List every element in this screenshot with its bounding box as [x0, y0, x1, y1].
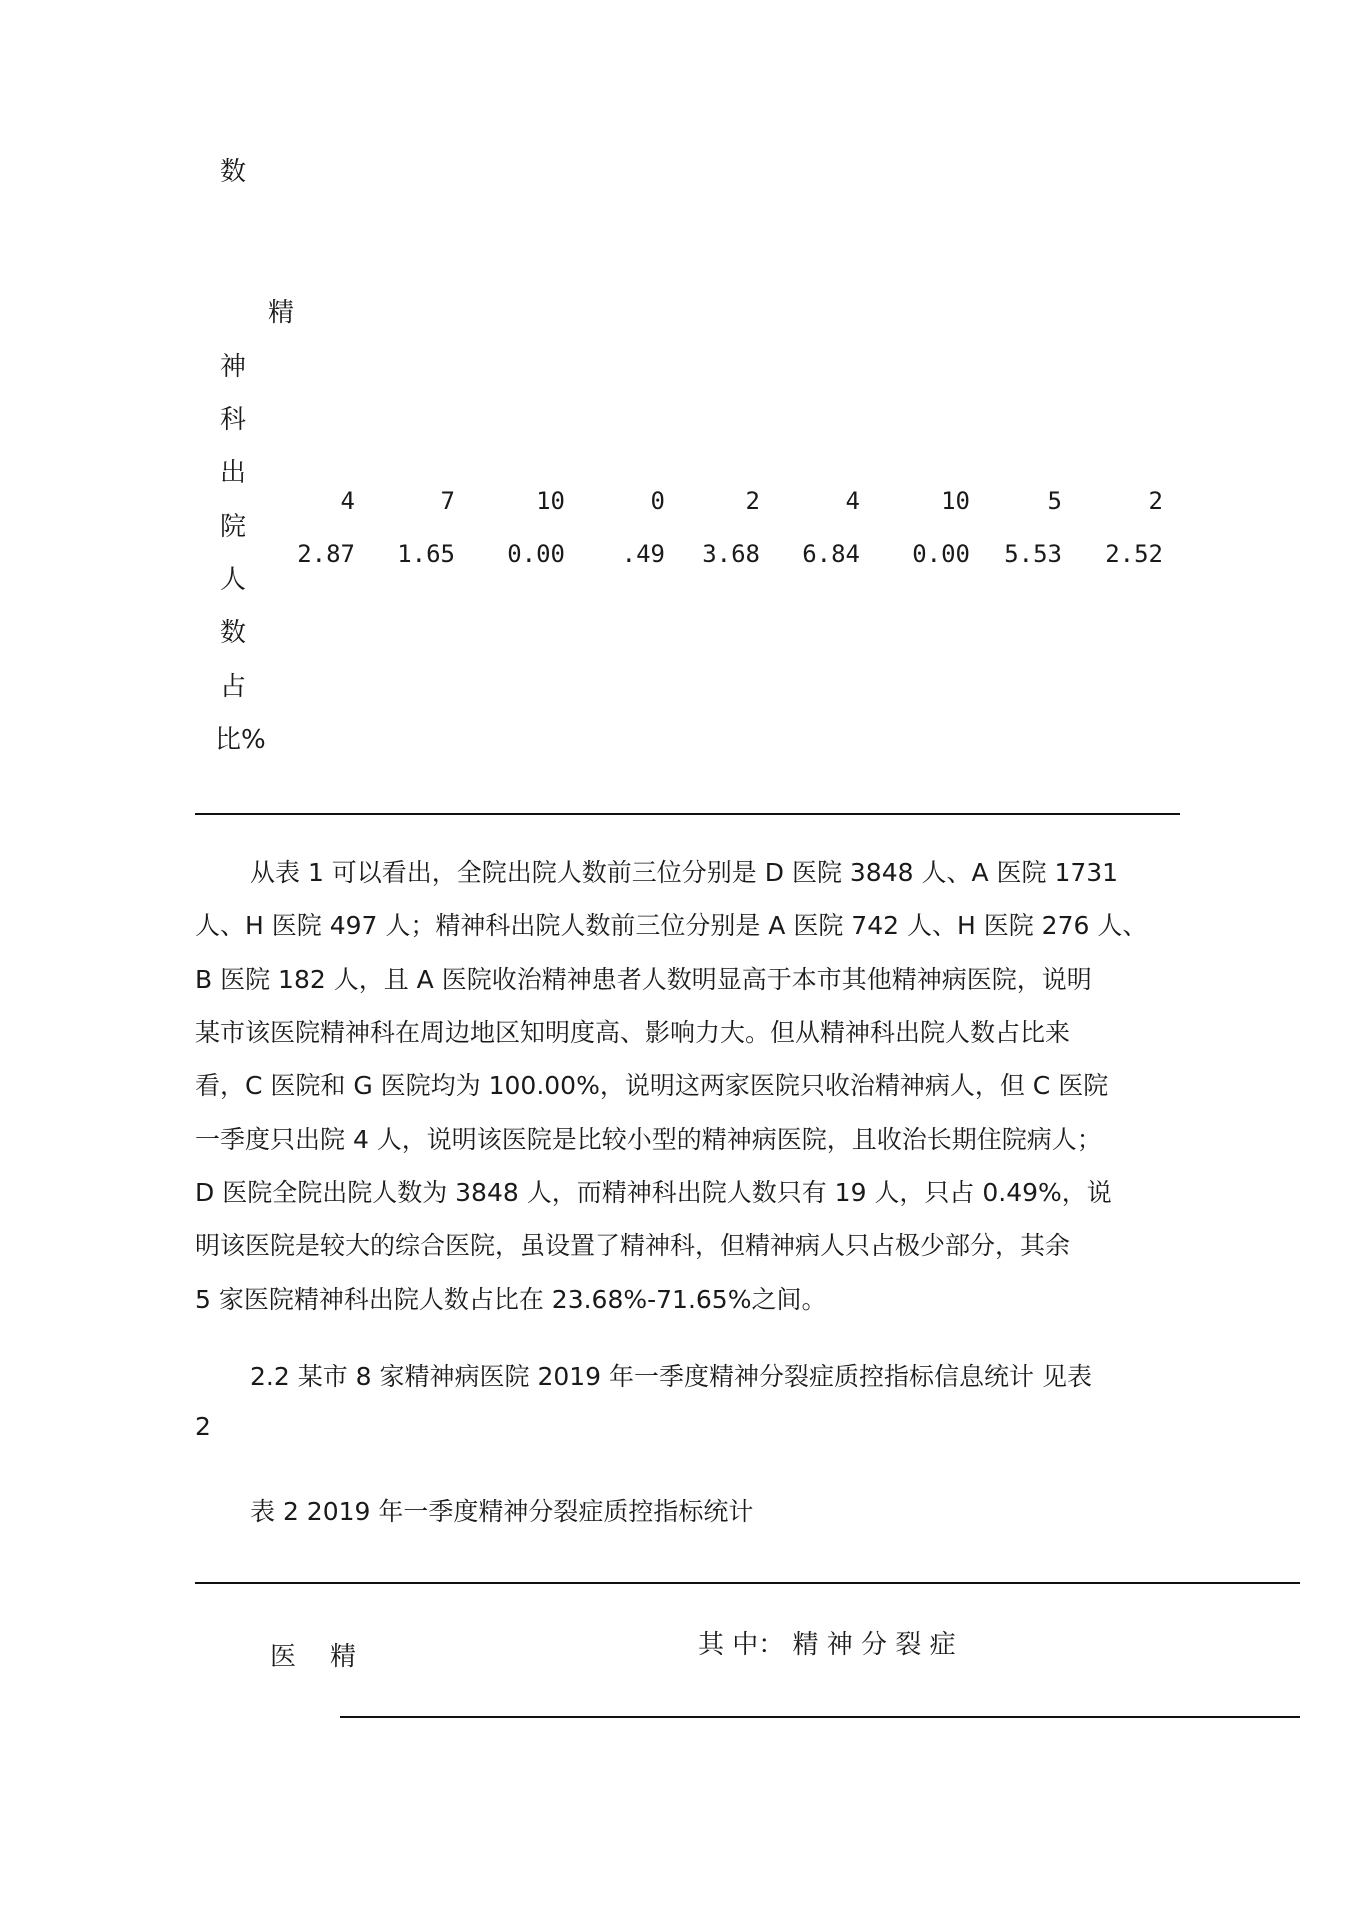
- table1-value-bottom: 3.68: [702, 540, 760, 568]
- table2-header-psychiatry: 精: [330, 1642, 357, 1672]
- table2-caption: 表 2 2019 年一季度精神分裂症质控指标统计: [250, 1497, 754, 1526]
- section-heading-continued: 2: [195, 1412, 211, 1441]
- table1-row-label-char: 人: [220, 565, 247, 595]
- table1-value-bottom: 2.87: [297, 540, 355, 568]
- analysis-line: 看，C 医院和 G 医院均为 100.00%，说明这两家医院只收治精神病人，但 C 医院: [195, 1071, 1109, 1100]
- analysis-line: B 医院 182 人，且 A 医院收治精神患者人数明显高于本市其他精神病医院，说明: [195, 965, 1092, 994]
- table1-value-bottom: 5.53: [1004, 540, 1062, 568]
- table2-header-hospital: 医: [270, 1642, 297, 1672]
- table1-value-top: 0: [650, 487, 665, 515]
- analysis-line: 明该医院是较大的综合医院，虽设置了精神科，但精神病人只占极少部分，其余: [195, 1231, 1071, 1260]
- table1-row-label-top: 数: [220, 157, 247, 187]
- table1-row-label-char: 院: [220, 512, 247, 542]
- table1-value-top: 10: [536, 487, 565, 515]
- table1-row-label-char: 数: [220, 618, 247, 648]
- table1-value-bottom: 0.00: [912, 540, 970, 568]
- table1-value-top: 7: [440, 487, 455, 515]
- table1-value-bottom: 0.00: [507, 540, 565, 568]
- table1-bottom-rule: [195, 813, 1180, 815]
- table1-value-top: 10: [941, 487, 970, 515]
- analysis-line: 一季度只出院 4 人，说明该医院是比较小型的精神病医院，且收治长期住院病人；: [195, 1125, 1102, 1154]
- table1-row-label-first-char: 精: [268, 298, 295, 328]
- table1-row-label-char: 出: [220, 458, 247, 488]
- analysis-line: D 医院全院出院人数为 3848 人，而精神科出院人数只有 19 人，只占 0.49%，说: [195, 1178, 1112, 1207]
- table1-value-bottom: .49: [621, 540, 665, 568]
- table1-row-label-char: 占: [220, 672, 247, 702]
- analysis-line: 5 家医院精神科出院人数占比在 23.68%-71.65%之间。: [195, 1285, 827, 1314]
- analysis-line: 某市该医院精神科在周边地区知明度高、影响力大。但从精神科出院人数占比来: [195, 1018, 1071, 1047]
- table1-value-bottom: 2.52: [1105, 540, 1163, 568]
- table1-value-top: 2: [745, 487, 760, 515]
- table1-row-label-char: 比%: [215, 725, 266, 755]
- table1-value-top: 5: [1047, 487, 1062, 515]
- table2-header-group: 其 中： 精 神 分 裂 症: [698, 1630, 956, 1660]
- table1-value-top: 4: [340, 487, 355, 515]
- analysis-line: 从表 1 可以看出，全院出院人数前三位分别是 D 医院 3848 人、A 医院 1731: [250, 858, 1119, 887]
- table2-subheader-rule: [340, 1716, 1300, 1718]
- section-heading: 2.2 某市 8 家精神病医院 2019 年一季度精神分裂症质控指标信息统计 见表: [250, 1362, 1092, 1391]
- table1-value-top: 4: [845, 487, 860, 515]
- table1-value-bottom: 1.65: [397, 540, 455, 568]
- table1-value-bottom: 6.84: [802, 540, 860, 568]
- analysis-line: 人、H 医院 497 人；精神科出院人数前三位分别是 A 医院 742 人、H 医院 276 人、: [195, 911, 1148, 940]
- table1-row-label-char: 神: [220, 352, 247, 382]
- table1-value-top: 2: [1148, 487, 1163, 515]
- table2-top-rule: [195, 1582, 1300, 1584]
- table1-row-label-char: 科: [220, 405, 247, 435]
